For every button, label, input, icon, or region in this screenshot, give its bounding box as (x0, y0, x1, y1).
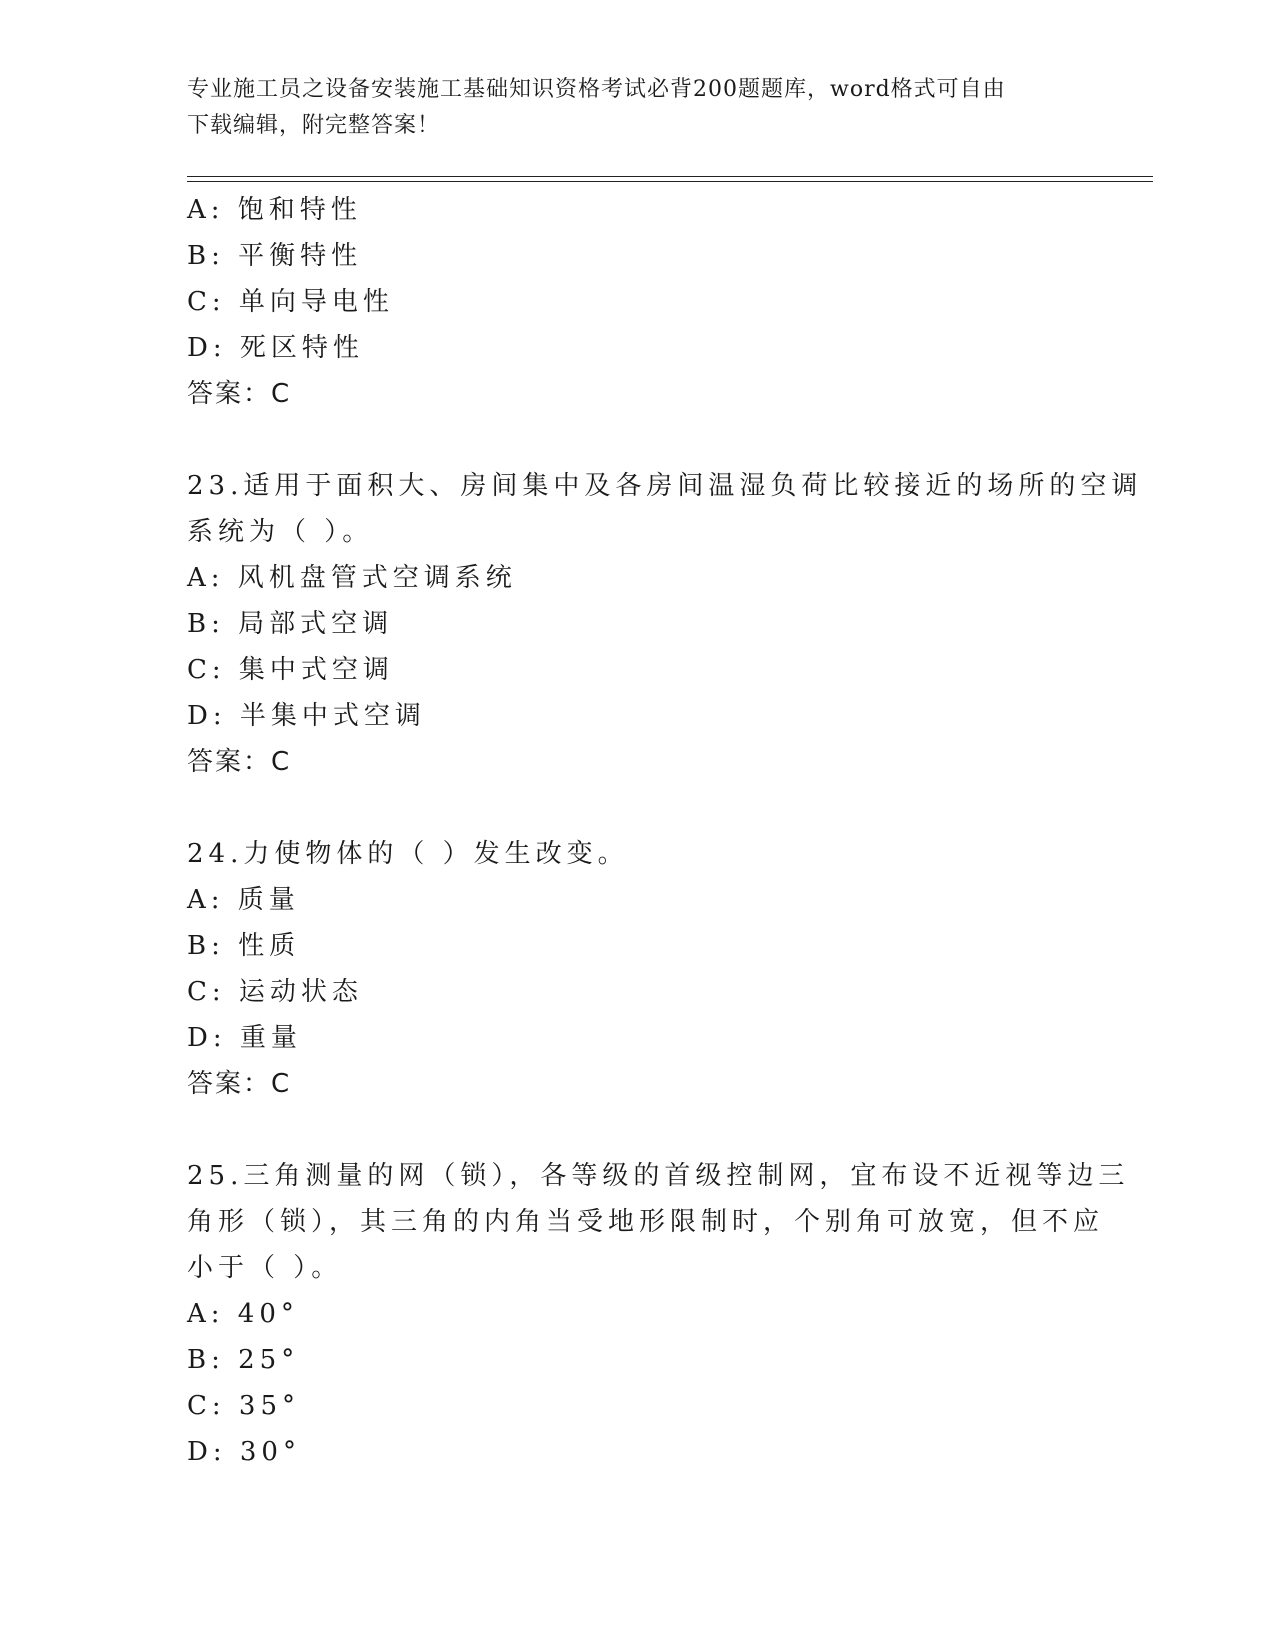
question-stem-line-2: 角形（锁），其三角的内角当受地形限制时，个别角可放宽，但不应 (187, 1207, 1105, 1237)
option-a: A: 40° (187, 1299, 299, 1329)
question-stem-line-1: 25.三角测量的网（锁），各等级的首级控制网，宜布设不近视等边三 (187, 1161, 1130, 1191)
option-b: B: 局部式空调 (187, 609, 394, 639)
option-b: B: 性质 (187, 931, 301, 961)
option-d: D: 死区特性 (187, 333, 364, 363)
header-line-1: 专业施工员之设备安装施工基础知识资格考试必背200题题库，word格式可自由 (187, 77, 1006, 102)
header-divider-bottom (187, 181, 1153, 182)
answer: 答案：C (187, 747, 292, 777)
question-25 (187, 1153, 1130, 1475)
spacer (187, 785, 1087, 831)
option-c: C: 运动状态 (187, 977, 363, 1007)
header-line-2: 下载编辑，附完整答案！ (187, 113, 441, 138)
option-a: A: 质量 (187, 885, 300, 915)
question-stem-line-1: 23.适用于面积大、房间集中及各房间温湿负荷比较接近的场所的空调 (187, 471, 1143, 501)
answer: 答案：C (187, 379, 292, 409)
option-b: B: 平衡特性 (187, 241, 363, 271)
answer: 答案：C (187, 1069, 292, 1099)
question-stem-line-1: 24.力使物体的（ ）发生改变。 (187, 839, 629, 869)
option-a: A: 风机盘管式空调系统 (187, 563, 517, 593)
question-stem-line-2: 系统为（ ）。 (187, 517, 374, 547)
question-23 (187, 463, 1143, 785)
option-c: C: 35° (187, 1391, 301, 1421)
option-d: D: 半集中式空调 (187, 701, 426, 731)
header-divider-top (187, 176, 1153, 177)
document-header (187, 72, 1087, 144)
question-stem-line-3: 小于（ ）。 (187, 1253, 343, 1283)
question-22 (187, 187, 1087, 417)
spacer (187, 417, 1087, 463)
option-d: D: 重量 (187, 1023, 302, 1053)
spacer (187, 1107, 1087, 1153)
option-a: A: 饱和特性 (187, 195, 362, 225)
question-list (187, 187, 1143, 1475)
option-b: B: 25° (187, 1345, 300, 1375)
option-c: C: 单向导电性 (187, 287, 394, 317)
question-24 (187, 831, 1087, 1107)
option-d: D: 30° (187, 1437, 301, 1467)
option-c: C: 集中式空调 (187, 655, 394, 685)
